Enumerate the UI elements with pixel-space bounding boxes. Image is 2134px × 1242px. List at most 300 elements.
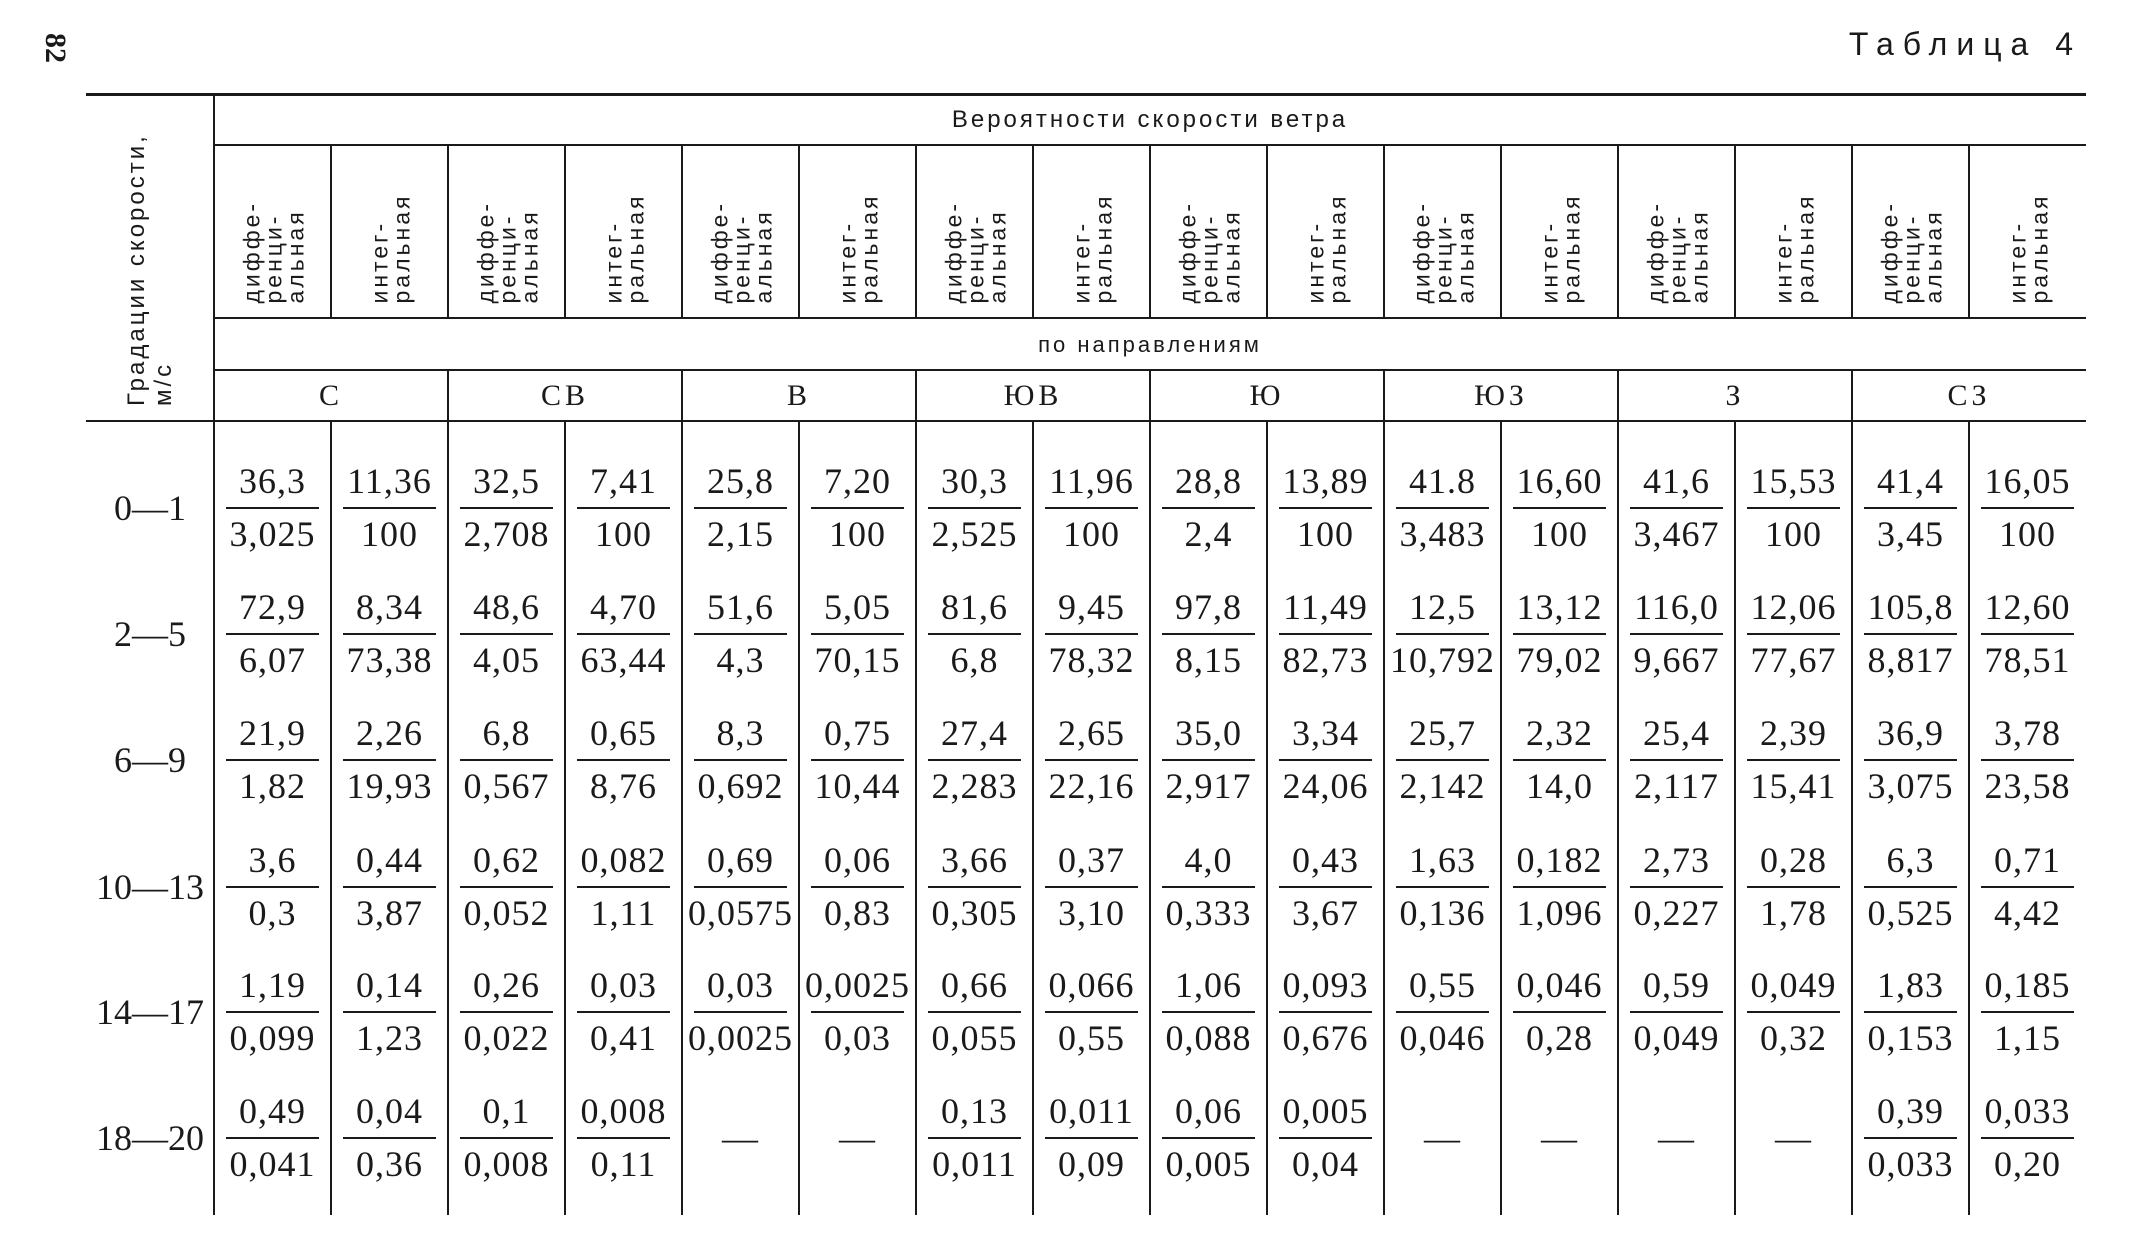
fraction-bar <box>1630 633 1723 635</box>
cell-numerator: 0,39 <box>1877 1091 1944 1131</box>
cell-denominator: 3,67 <box>1292 893 1359 933</box>
cell-denominator: 8,76 <box>590 766 657 806</box>
cell-denominator: 8,817 <box>1867 640 1954 680</box>
fraction-bar <box>226 759 319 761</box>
cell-denominator: 3,45 <box>1877 514 1944 554</box>
column-type-line: ренци- <box>961 213 988 304</box>
fraction-bar <box>577 1011 670 1013</box>
cell-denominator: 23,58 <box>1984 766 2071 806</box>
cell-denominator: 8,15 <box>1175 640 1242 680</box>
fraction-bar <box>460 1011 553 1013</box>
cell-numerator: 0,06 <box>1175 1091 1242 1131</box>
cell-denominator: 2,708 <box>463 514 550 554</box>
cell-denominator: 1,15 <box>1994 1018 2061 1058</box>
column-type-line: ренци- <box>1897 213 1924 304</box>
cell-denominator: 0,03 <box>824 1018 891 1058</box>
cell-denominator: 0,041 <box>229 1144 316 1184</box>
cell-numerator: 0,59 <box>1643 965 1710 1005</box>
cell-dash: — <box>1541 1118 1578 1158</box>
cell-numerator: 9,45 <box>1058 587 1125 627</box>
fraction-bar <box>577 507 670 509</box>
cell-numerator: 51,6 <box>707 587 774 627</box>
fraction-bar <box>1279 633 1372 635</box>
column-type-line: альная <box>1451 209 1478 304</box>
fraction-bar <box>1045 1011 1138 1013</box>
cell-numerator: 0,049 <box>1750 965 1837 1005</box>
cell-numerator: 0,13 <box>941 1091 1008 1131</box>
cell-numerator: 16,05 <box>1984 461 2071 501</box>
cell-numerator: 36,3 <box>239 461 306 501</box>
cell-numerator: 0,69 <box>707 840 774 880</box>
cell-numerator: 3,66 <box>941 840 1008 880</box>
column-type-line: ральная <box>1557 193 1584 304</box>
column-type-line: диффе- <box>1641 200 1668 304</box>
cell-denominator: 2,917 <box>1165 766 1252 806</box>
cell-denominator: 78,32 <box>1048 640 1135 680</box>
fraction-bar <box>1396 759 1489 761</box>
fraction-bar <box>811 1011 904 1013</box>
cell-numerator: 16,60 <box>1516 461 1603 501</box>
column-type-line: интег- <box>1535 220 1562 304</box>
row-header-unit: м/с <box>150 361 177 406</box>
fraction-bar <box>343 886 436 888</box>
cell-numerator: 4,70 <box>590 587 657 627</box>
direction-label: З <box>1725 379 1745 412</box>
cell-denominator: 0,227 <box>1633 893 1720 933</box>
fraction-bar <box>1513 1011 1606 1013</box>
cell-denominator: 2,525 <box>931 514 1018 554</box>
cell-denominator: 0,046 <box>1399 1018 1486 1058</box>
cell-numerator: 25,4 <box>1643 713 1710 753</box>
cell-numerator: 5,05 <box>824 587 891 627</box>
cell-denominator: 2,117 <box>1634 766 1719 806</box>
cell-numerator: 2,26 <box>356 713 423 753</box>
cell-numerator: 36,9 <box>1877 713 1944 753</box>
fraction-bar <box>343 507 436 509</box>
fraction-bar <box>226 507 319 509</box>
cell-denominator: 0,099 <box>229 1018 316 1058</box>
cell-denominator: 0,022 <box>463 1018 550 1058</box>
cell-denominator: 0,005 <box>1165 1144 1252 1184</box>
column-type-line: интег- <box>365 220 392 304</box>
cell-numerator: 0,066 <box>1048 965 1135 1005</box>
cell-denominator: 0,153 <box>1867 1018 1954 1058</box>
cell-denominator: 100 <box>361 514 418 554</box>
cell-denominator: 19,93 <box>346 766 433 806</box>
cell-numerator: 0,49 <box>239 1091 306 1131</box>
cell-denominator: 14,0 <box>1526 766 1593 806</box>
cell-dash: — <box>1775 1118 1812 1158</box>
cell-numerator: 27,4 <box>941 713 1008 753</box>
cell-denominator: 0,008 <box>463 1144 550 1184</box>
page-number: 82 <box>39 33 72 63</box>
cell-numerator: 6,8 <box>482 713 531 753</box>
cell-dash: — <box>722 1118 759 1158</box>
cell-denominator: 0,692 <box>697 766 784 806</box>
cell-denominator: 3,483 <box>1399 514 1486 554</box>
column-type-line: интег- <box>599 220 626 304</box>
row-header-label <box>86 98 214 418</box>
cell-dash: — <box>1658 1118 1695 1158</box>
cell-denominator: 100 <box>1297 514 1354 554</box>
row-label: 18—20 <box>96 1118 204 1158</box>
cell-numerator: 1,83 <box>1877 965 1944 1005</box>
cell-numerator: 0,0025 <box>805 965 910 1005</box>
fraction-bar <box>811 633 904 635</box>
cell-numerator: 0,55 <box>1409 965 1476 1005</box>
column-type-line: ральная <box>2025 193 2052 304</box>
cell-numerator: 0,093 <box>1282 965 1369 1005</box>
fraction-bar <box>1864 507 1957 509</box>
column-type-line: альная <box>1685 209 1712 304</box>
fraction-bar <box>1396 886 1489 888</box>
fraction-bar <box>343 1011 436 1013</box>
cell-denominator: 63,44 <box>580 640 667 680</box>
group-header: Вероятности скорости ветра <box>951 106 1349 133</box>
fraction-bar <box>1630 1011 1723 1013</box>
cell-denominator: 3,10 <box>1058 893 1125 933</box>
cell-numerator: 3,6 <box>248 840 297 880</box>
fraction-bar <box>226 1011 319 1013</box>
fraction-bar <box>1864 1011 1957 1013</box>
column-type-line: ренци- <box>1195 213 1222 304</box>
table-title: Таблица 4 <box>1848 26 2082 62</box>
direction-label: ЮВ <box>1003 379 1063 412</box>
column-type-line: диффе- <box>1173 200 1200 304</box>
column-type-line: интег- <box>1301 220 1328 304</box>
cell-numerator: 0,011 <box>1049 1091 1134 1131</box>
cell-numerator: 11,49 <box>1283 587 1368 627</box>
fraction-bar <box>1162 507 1255 509</box>
column-type-line: интег- <box>1769 220 1796 304</box>
cell-numerator: 3,78 <box>1994 713 2061 753</box>
cell-numerator: 41,6 <box>1643 461 1710 501</box>
cell-denominator: 1,11 <box>590 893 657 933</box>
cell-denominator: 24,06 <box>1282 766 1369 806</box>
column-type-line: альная <box>749 209 776 304</box>
column-type-line: интег- <box>2003 220 2030 304</box>
fraction-bar <box>694 759 787 761</box>
cell-denominator: 100 <box>1765 514 1822 554</box>
cell-denominator: 1,78 <box>1760 893 1827 933</box>
fraction-bar <box>1279 507 1372 509</box>
column-type-line: диффе- <box>237 200 264 304</box>
fraction-bar <box>460 633 553 635</box>
fraction-bar <box>1045 633 1138 635</box>
cell-numerator: 8,34 <box>356 587 423 627</box>
cell-numerator: 0,082 <box>580 840 667 880</box>
fraction-bar <box>460 507 553 509</box>
fraction-bar <box>928 633 1021 635</box>
cell-denominator: 0,41 <box>590 1018 657 1058</box>
cell-denominator: 0,11 <box>590 1144 657 1184</box>
fraction-bar <box>1162 1011 1255 1013</box>
cell-denominator: 0,32 <box>1760 1018 1827 1058</box>
cell-numerator: 0,033 <box>1984 1091 2071 1131</box>
differential-column-label <box>1852 152 1969 312</box>
fraction-bar <box>226 633 319 635</box>
cell-numerator: 0,03 <box>590 965 657 1005</box>
fraction-bar <box>343 1137 436 1139</box>
fraction-bar <box>1747 507 1840 509</box>
fraction-bar <box>577 633 670 635</box>
cell-numerator: 6,3 <box>1886 840 1935 880</box>
cell-numerator: 1,63 <box>1409 840 1476 880</box>
fraction-bar <box>460 886 553 888</box>
row-header-line: Градации скорости, <box>123 132 150 406</box>
cell-numerator: 28,8 <box>1175 461 1242 501</box>
fraction-bar <box>1162 633 1255 635</box>
integral-column-label <box>1735 152 1852 312</box>
cell-denominator: 0,04 <box>1292 1144 1359 1184</box>
fraction-bar <box>1045 886 1138 888</box>
integral-column-label <box>565 152 682 312</box>
cell-denominator: 0,09 <box>1058 1144 1125 1184</box>
cell-denominator: 0,049 <box>1633 1018 1720 1058</box>
cell-numerator: 2,39 <box>1760 713 1827 753</box>
fraction-bar <box>1513 507 1606 509</box>
fraction-bar <box>1630 507 1723 509</box>
differential-column-label <box>1384 152 1501 312</box>
fraction-bar <box>460 759 553 761</box>
row-label: 6—9 <box>114 740 186 780</box>
cell-denominator: 1,23 <box>356 1018 423 1058</box>
cell-numerator: 48,6 <box>473 587 540 627</box>
cell-numerator: 41.8 <box>1409 461 1476 501</box>
cell-numerator: 1,06 <box>1175 965 1242 1005</box>
cell-denominator: 0,136 <box>1399 893 1486 933</box>
row-label: 10—13 <box>96 867 204 907</box>
fraction-bar <box>1279 759 1372 761</box>
fraction-bar <box>1747 759 1840 761</box>
fraction-bar <box>811 759 904 761</box>
fraction-bar <box>1513 886 1606 888</box>
cell-denominator: 3,025 <box>229 514 316 554</box>
integral-column-label <box>1969 152 2086 312</box>
direction-label: ЮЗ <box>1474 379 1528 412</box>
fraction-bar <box>1279 1011 1372 1013</box>
cell-denominator: 15,41 <box>1750 766 1837 806</box>
column-type-line: диффе- <box>471 200 498 304</box>
fraction-bar <box>1396 1011 1489 1013</box>
cell-numerator: 11,36 <box>347 461 432 501</box>
cell-denominator: 0,676 <box>1282 1018 1369 1058</box>
fraction-bar <box>928 1137 1021 1139</box>
integral-column-label <box>1501 152 1618 312</box>
cell-denominator: 4,05 <box>473 640 540 680</box>
cell-numerator: 0,66 <box>941 965 1008 1005</box>
fraction-bar <box>1279 886 1372 888</box>
cell-denominator: 0,033 <box>1867 1144 1954 1184</box>
cell-numerator: 0,37 <box>1058 840 1125 880</box>
row-label: 2—5 <box>114 614 186 654</box>
column-type-line: ренци- <box>493 213 520 304</box>
fraction-bar <box>1864 886 1957 888</box>
fraction-bar <box>1513 759 1606 761</box>
fraction-bar <box>1396 507 1489 509</box>
cell-numerator: 0,005 <box>1282 1091 1369 1131</box>
integral-column-label <box>799 152 916 312</box>
fraction-bar <box>1864 633 1957 635</box>
cell-numerator: 0,14 <box>356 965 423 1005</box>
cell-numerator: 0,04 <box>356 1091 423 1131</box>
fraction-bar <box>1747 633 1840 635</box>
cell-denominator: 3,87 <box>356 893 423 933</box>
cell-numerator: 0,185 <box>1984 965 2071 1005</box>
column-type-line: диффе- <box>1407 200 1434 304</box>
cell-denominator: 82,73 <box>1282 640 1369 680</box>
cell-numerator: 116,0 <box>1634 587 1719 627</box>
cell-numerator: 2,73 <box>1643 840 1710 880</box>
cell-denominator: 2,15 <box>707 514 774 554</box>
cell-numerator: 0,28 <box>1760 840 1827 880</box>
column-type-line: ральная <box>1791 193 1818 304</box>
fraction-bar <box>928 1011 1021 1013</box>
fraction-bar <box>1747 886 1840 888</box>
fraction-bar <box>1045 507 1138 509</box>
cell-denominator: 79,02 <box>1516 640 1603 680</box>
cell-numerator: 0,75 <box>824 713 891 753</box>
column-type-line: диффе- <box>1875 200 1902 304</box>
row-label: 0—1 <box>114 488 186 528</box>
fraction-bar <box>1981 1137 2074 1139</box>
fraction-bar <box>1045 1137 1138 1139</box>
fraction-bar <box>694 633 787 635</box>
cell-numerator: 8,3 <box>716 713 765 753</box>
cell-denominator: 10,792 <box>1390 640 1495 680</box>
row-label: 14—17 <box>96 992 204 1032</box>
fraction-bar <box>811 507 904 509</box>
column-type-line: ральная <box>1323 193 1350 304</box>
fraction-bar <box>577 1137 670 1139</box>
column-type-line: ральная <box>855 193 882 304</box>
cell-numerator: 21,9 <box>239 713 306 753</box>
cell-numerator: 7,20 <box>824 461 891 501</box>
cell-numerator: 0,65 <box>590 713 657 753</box>
cell-denominator: 2,142 <box>1399 766 1486 806</box>
cell-denominator: 0,088 <box>1165 1018 1252 1058</box>
cell-numerator: 0,44 <box>356 840 423 880</box>
cell-numerator: 81,6 <box>941 587 1008 627</box>
cell-denominator: 22,16 <box>1048 766 1135 806</box>
cell-numerator: 12,5 <box>1409 587 1476 627</box>
cell-numerator: 0,06 <box>824 840 891 880</box>
cell-numerator: 2,65 <box>1058 713 1125 753</box>
cell-numerator: 0,03 <box>707 965 774 1005</box>
fraction-bar <box>1630 759 1723 761</box>
cell-numerator: 0,43 <box>1292 840 1359 880</box>
cell-numerator: 41,4 <box>1877 461 1944 501</box>
direction-label: С <box>318 379 343 412</box>
fraction-bar <box>1396 633 1489 635</box>
cell-denominator: 77,67 <box>1750 640 1837 680</box>
fraction-bar <box>811 886 904 888</box>
cell-denominator: 0,36 <box>356 1144 423 1184</box>
cell-denominator: 6,8 <box>950 640 999 680</box>
cell-numerator: 0,182 <box>1516 840 1603 880</box>
fraction-bar <box>928 507 1021 509</box>
direction-label: СЗ <box>1947 379 1991 412</box>
cell-numerator: 0,26 <box>473 965 540 1005</box>
fraction-bar <box>1981 633 2074 635</box>
column-type-line: альная <box>1217 209 1244 304</box>
cell-numerator: 11,96 <box>1049 461 1134 501</box>
fraction-bar <box>343 633 436 635</box>
fraction-bar <box>577 886 670 888</box>
column-type-line: альная <box>983 209 1010 304</box>
cell-denominator: 100 <box>829 514 886 554</box>
column-type-line: диффе- <box>939 200 966 304</box>
cell-denominator: 0,55 <box>1058 1018 1125 1058</box>
fraction-bar <box>694 886 787 888</box>
cell-numerator: 105,8 <box>1867 587 1954 627</box>
grid-line <box>86 93 2086 96</box>
fraction-bar <box>1630 886 1723 888</box>
cell-denominator: 0,0575 <box>688 893 793 933</box>
cell-denominator: 100 <box>1063 514 1120 554</box>
fraction-bar <box>928 886 1021 888</box>
cell-numerator: 3,34 <box>1292 713 1359 753</box>
cell-numerator: 12,06 <box>1750 587 1837 627</box>
differential-column-label <box>1618 152 1735 312</box>
cell-numerator: 2,32 <box>1526 713 1593 753</box>
integral-column-label <box>1033 152 1150 312</box>
column-type-line: интег- <box>833 220 860 304</box>
fraction-bar <box>577 759 670 761</box>
cell-denominator: 6,07 <box>239 640 306 680</box>
cell-denominator: 0,3 <box>248 893 297 933</box>
fraction-bar <box>1864 759 1957 761</box>
cell-denominator: 2,283 <box>931 766 1018 806</box>
differential-column-label <box>916 152 1033 312</box>
differential-column-label <box>1150 152 1267 312</box>
column-type-line: ральная <box>1089 193 1116 304</box>
cell-numerator: 13,89 <box>1282 461 1369 501</box>
cell-dash: — <box>839 1118 876 1158</box>
cell-denominator: 78,51 <box>1984 640 2071 680</box>
cell-denominator: 0,052 <box>463 893 550 933</box>
fraction-bar <box>1864 1137 1957 1139</box>
cell-numerator: 97,8 <box>1175 587 1242 627</box>
column-type-line: альная <box>281 209 308 304</box>
cell-numerator: 72,9 <box>239 587 306 627</box>
cell-denominator: 1,82 <box>239 766 306 806</box>
cell-denominator: 10,44 <box>814 766 901 806</box>
fraction-bar <box>694 1011 787 1013</box>
direction-label: СВ <box>540 379 590 412</box>
cell-numerator: 0,046 <box>1516 965 1603 1005</box>
cell-dash: — <box>1424 1118 1461 1158</box>
fraction-bar <box>928 759 1021 761</box>
fraction-bar <box>1981 759 2074 761</box>
fraction-bar <box>1279 1137 1372 1139</box>
cell-denominator: 0,0025 <box>688 1018 793 1058</box>
fraction-bar <box>226 886 319 888</box>
column-type-line: альная <box>1919 209 1946 304</box>
column-type-line: ренци- <box>1429 213 1456 304</box>
integral-column-label <box>331 152 448 312</box>
cell-denominator: 73,38 <box>346 640 433 680</box>
fraction-bar <box>1045 759 1138 761</box>
cell-denominator: 0,83 <box>824 893 891 933</box>
cell-numerator: 1,19 <box>239 965 306 1005</box>
cell-denominator: 100 <box>595 514 652 554</box>
cell-denominator: 4,3 <box>716 640 765 680</box>
column-type-line: ренци- <box>1663 213 1690 304</box>
cell-denominator: 0,333 <box>1165 893 1252 933</box>
differential-column-label <box>214 152 331 312</box>
cell-numerator: 25,7 <box>1409 713 1476 753</box>
